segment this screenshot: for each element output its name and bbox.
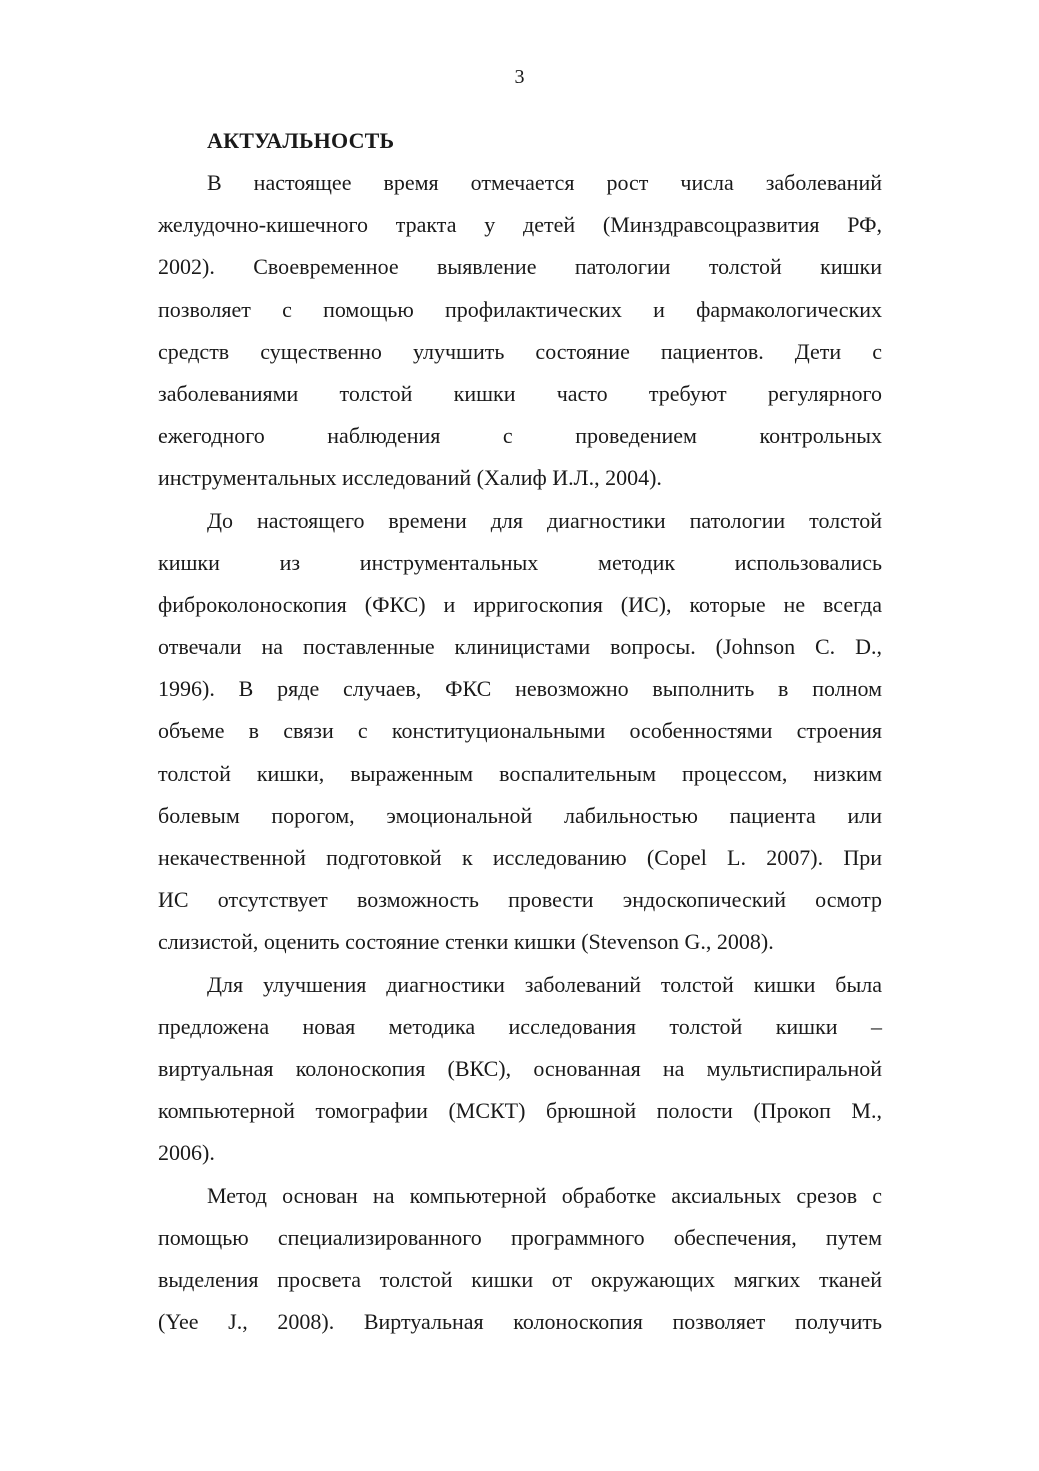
text-line: выделения просвета толстой кишки от окружающих мягких тканей (158, 1266, 882, 1292)
text-line: компьютерной томографии (МСКТ) брюшной полости (Прокоп М., (158, 1098, 882, 1124)
paragraph (158, 169, 882, 507)
text-line: заболеваниями толстой кишки часто требуют регулярного (158, 380, 882, 406)
text-line: желудочно-кишечного тракта у детей (Минздравсоцразвития РФ, (158, 212, 882, 238)
text-line: отвечали на поставленные клиницистами вопросы. (Johnson C. D., (158, 634, 882, 660)
paragraph (158, 1182, 882, 1351)
text-line: 2002). Своевременное выявление патологии толстой кишки (158, 254, 882, 280)
paragraph (158, 971, 882, 1182)
text-line: ежегодного наблюдения с проведением контрольных (158, 423, 882, 449)
text-line: 1996). В ряде случаев, ФКС невозможно выполнить в полном (158, 676, 882, 702)
text-line: До настоящего времени для диагностики патологии толстой (207, 507, 882, 533)
text-line: кишки из инструментальных методик использовались (158, 549, 882, 575)
text-line: виртуальная колоноскопия (ВКС), основанная на мультиспиральной (158, 1055, 882, 1081)
text-line: болевым порогом, эмоциональной лабильностью пациента или (158, 802, 882, 828)
text-line: помощью специализированного программного обеспечения, путем (158, 1224, 882, 1250)
text-line: (Yee J., 2008). Виртуальная колоноскопия позволяет получить (158, 1309, 882, 1335)
text-line: слизистой, оценить состояние стенки кишки (Stevenson G., 2008). (158, 929, 774, 955)
text-line: средств существенно улучшить состояние пациентов. Дети с (158, 338, 882, 364)
text-line: Метод основан на компьютерной обработке аксиальных срезов с (207, 1182, 882, 1208)
section-heading: АКТУАЛЬНОСТЬ (207, 128, 395, 153)
page-number: 3 (514, 66, 525, 88)
text-line: объеме в связи с конституциональными особенностями строения (158, 718, 882, 744)
text-line: В настоящее время отмечается рост числа заболеваний (207, 170, 882, 195)
text-line: предложена новая методика исследования толстой кишки – (158, 1013, 882, 1039)
text-line: Для улучшения диагностики заболеваний толстой кишки была (207, 971, 882, 997)
text-line: фиброколоноскопия (ФКС) и ирригоскопия (ИС), которые не всегда (158, 591, 882, 617)
text-line: некачественной подготовкой к исследованию (Copel L. 2007). При (158, 845, 882, 870)
paragraph (158, 507, 882, 971)
text-line: позволяет с помощью профилактических и фармакологических (158, 296, 882, 322)
text-line: 2006). (158, 1140, 215, 1166)
text-line: инструментальных исследований (Халиф И.Л., 2004). (158, 465, 662, 491)
document-body (158, 127, 882, 1350)
text-line: ИС отсутствует возможность провести эндоскопический осмотр (158, 887, 882, 913)
text-line: толстой кишки, выраженным воспалительным процессом, низким (158, 760, 882, 786)
